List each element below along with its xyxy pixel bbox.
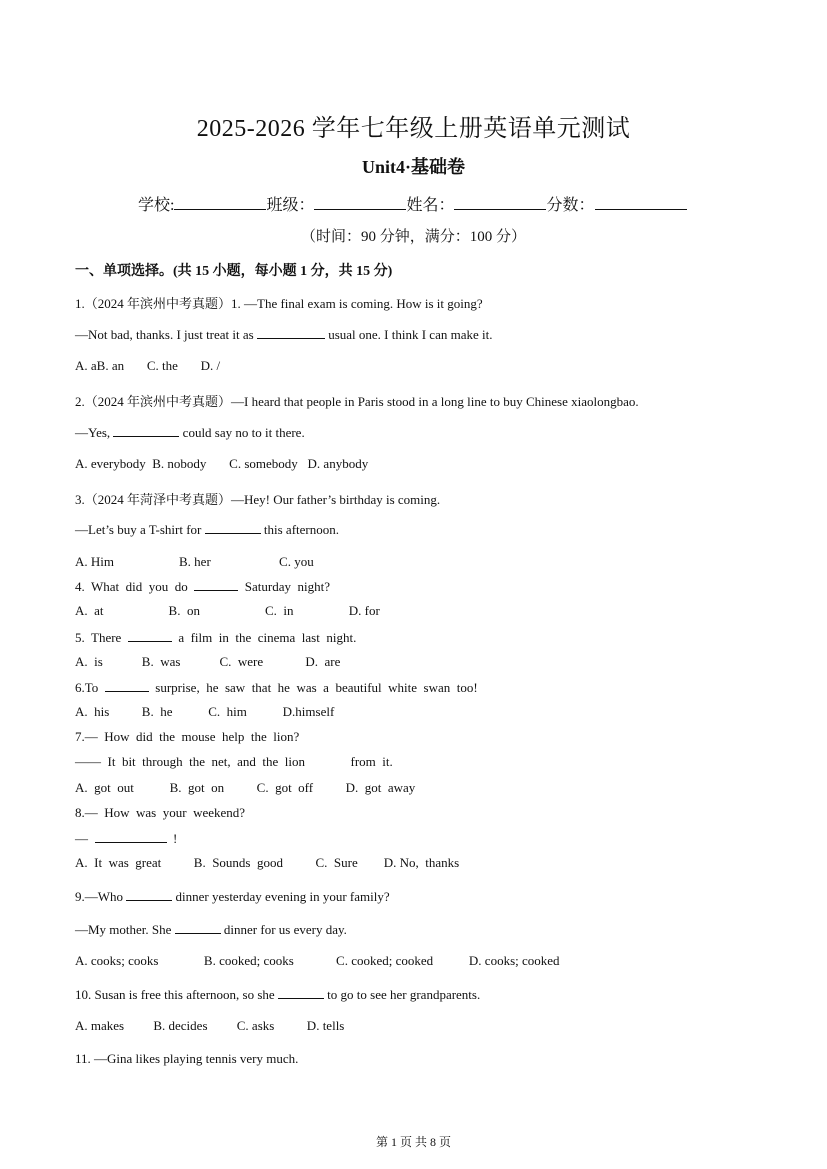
q7-stem: 7.— How did the mouse help the lion?: [75, 729, 300, 744]
q1-stem: 1.（2024 年滨州中考真题）1. —The final exam is coming. How is it going?: [75, 296, 483, 311]
q6-blank: [105, 679, 149, 692]
q2-stem: 2.（2024 年滨州中考真题）—I heard that people in Paris stood in a long line to buy Chinese xiaolongbao.: [75, 394, 639, 409]
q3-stem: 3.（2024 年菏泽中考真题）—Hey! Our father’s birthday is coming.: [75, 492, 441, 507]
q10-options: A. makes B. decides C. asks D. tells: [75, 1018, 345, 1033]
q6-stem-end: surprise, he saw that he was a beautiful white swan too!: [148, 680, 478, 695]
page-footer: 第 1 页 共 8 页: [375, 1135, 451, 1149]
q8-reply-start: —: [75, 831, 95, 846]
q9-options: A. cooks; cooks B. cooked; cooks C. cooked; cooked D. cooks; cooked: [75, 953, 560, 968]
time-note: （时间：90 分钟，满分：100 分）: [300, 229, 526, 245]
page-subtitle: Unit4·基础卷: [361, 157, 465, 177]
q7-options: A. got out B. got on C. got off D. got away: [75, 780, 416, 795]
q8-options: A. It was great B. Sounds good C. Sure D. No, thanks: [75, 855, 460, 870]
q2-options: A. everybody B. nobody C. somebody D. anybody: [75, 456, 369, 471]
q1-reply: [75, 326, 492, 343]
q3-options: A. Him B. her C. you: [75, 554, 314, 569]
score-blank: [595, 193, 687, 210]
school-blank: [174, 193, 266, 210]
score-label: 分数：: [546, 197, 595, 214]
q10-blank: [278, 986, 324, 999]
q5-blank: [128, 629, 172, 642]
q8-blank: [95, 830, 167, 843]
q4-options: A. at B. on C. in D. for: [75, 603, 380, 618]
school-label: 学校:: [138, 197, 175, 214]
q10-stem-end: to go to see her grandparents.: [323, 987, 481, 1002]
name-label: 姓名：: [406, 197, 455, 214]
q3-reply-start: —Let’s buy a T-shirt for: [75, 522, 205, 537]
q2-reply-end: could say no to it there.: [179, 425, 305, 440]
q10-stem: [75, 986, 480, 1003]
q4-stem: [75, 578, 330, 595]
q2-reply-start: —Yes,: [75, 425, 114, 440]
q9-blank-2: [175, 921, 221, 934]
q5-stem-end: a film in the cinema last night.: [171, 630, 357, 645]
q11-stem: 11. —Gina likes playing tennis very much.: [75, 1051, 299, 1066]
q6-stem: [75, 679, 478, 696]
class-blank: [314, 193, 406, 210]
q1-reply-start: —Not bad, thanks. I just treat it as: [75, 327, 257, 342]
section-heading: 一、单项选择。(共 15 小题，每小题 1 分，共 15 分): [75, 264, 393, 279]
q2-blank: [113, 424, 179, 437]
q8-stem: 8.— How was your weekend?: [75, 805, 246, 820]
q3-reply-end: this afternoon.: [260, 522, 339, 537]
q4-stem-end: Saturday night?: [238, 579, 330, 594]
q9-blank-1: [126, 888, 172, 901]
q9-stem: [75, 888, 390, 905]
q9-reply: [75, 921, 347, 938]
q3-reply: [75, 521, 339, 538]
q5-stem: [75, 629, 356, 646]
class-label: 班级：: [266, 197, 315, 214]
q9-reply-start: —My mother. She: [75, 922, 175, 937]
name-blank: [454, 193, 546, 210]
page-title: 2025-2026 学年七年级上册英语单元测试: [196, 116, 631, 142]
q2-reply: [75, 424, 305, 441]
q1-reply-end: usual one. I think I can make it.: [324, 327, 493, 342]
q4-blank: [194, 578, 238, 591]
q6-stem-start: 6.To: [75, 680, 105, 695]
q9-stem-end: dinner yesterday evening in your family?: [172, 889, 390, 904]
q3-blank: [205, 521, 261, 534]
q8-reply-end: !: [166, 831, 178, 846]
q7-reply: —— It bit through the net, and the lion from it.: [75, 754, 393, 769]
q1-options: A. aB. an C. the D. /: [75, 358, 221, 373]
q5-options: A. is B. was C. were D. are: [75, 654, 341, 669]
q6-options: A. his B. he C. him D.himself: [75, 704, 335, 719]
q5-stem-start: 5. There: [75, 630, 128, 645]
q9-stem-start: 9.—Who: [75, 889, 127, 904]
student-info-row: [138, 192, 687, 215]
q8-reply: [75, 830, 177, 847]
q9-reply-end: dinner for us every day.: [220, 922, 347, 937]
q1-blank: [257, 326, 325, 339]
q4-stem-start: 4. What did you do: [75, 579, 195, 594]
q10-stem-start: 10. Susan is free this afternoon, so she: [75, 987, 278, 1002]
